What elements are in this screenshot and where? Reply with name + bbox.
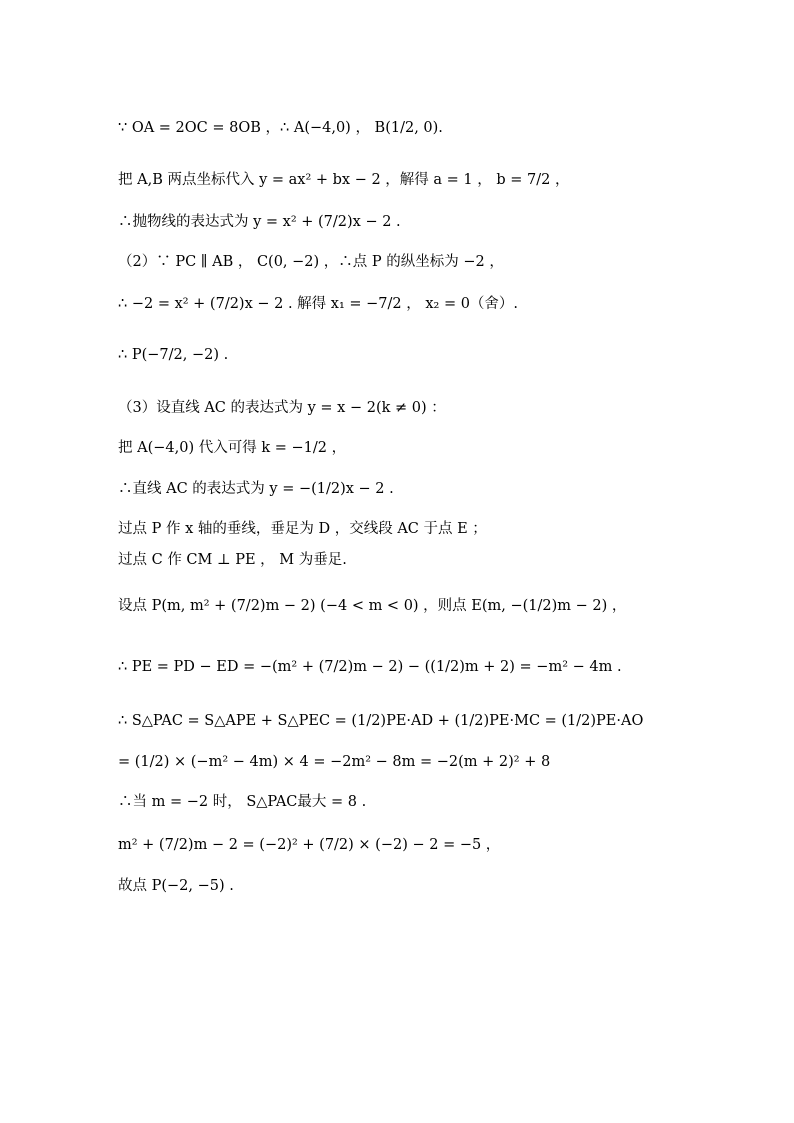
solution-line: 把 A(−4,0) 代入可得 k = −1/2 ， [118,440,347,456]
solution-line: ∴直线 AC 的表达式为 y = −(1/2)x − 2 . [118,481,394,497]
solution-line: 故点 P(−2, −5) . [118,878,234,894]
solution-line: m² + (7/2)m − 2 = (−2)² + (7/2) × (−2) − 2 = −5 ， [118,837,501,853]
solution-line: （2）∵ PC ∥ AB ， C(0, −2) ，∴点 P 的纵坐标为 −2 ， [118,254,504,270]
solution-line: ∵ OA = 2OC = 8OB ，∴ A(−4,0) ， B(1/2, 0). [118,120,443,136]
solution-line: = (1/2) × (−m² − 4m) × 4 = −2m² − 8m = −2(m + 2)² + 8 [118,754,551,770]
solution-line: ∴ PE = PD − ED = −(m² + (7/2)m − 2) − ((1/2)m + 2) = −m² − 4m . [118,659,622,675]
solution-line: 设点 P(m, m² + (7/2)m − 2) (−4 < m < 0) ，则点 E(m, −(1/2)m − 2) ， [118,598,627,614]
solution-line: 过点 P 作 x 轴的垂线，垂足为 D ，交线段 AC 于点 E ； [118,521,487,537]
solution-line: （3）设直线 AC 的表达式为 y = x − 2(k ≠ 0) ： [118,400,446,416]
solution-line: ∴当 m = −2 时， S△PAC最大 = 8 . [118,794,367,810]
solution-line: 过点 C 作 CM ⊥ PE ， M 为垂足. [118,552,347,568]
solution-line: ∴ P(−7/2, −2) . [118,347,229,363]
solution-line: ∴ S△PAC = S△APE + S△PEC = (1/2)PE·AD + (1/2)PE·MC = (1/2)PE·AO [118,713,644,729]
solution-line: ∴抛物线的表达式为 y = x² + (7/2)x − 2 . [118,214,401,230]
solution-line: 把 A,B 两点坐标代入 y = ax² + bx − 2 ，解得 a = 1 ， b = 7/2 ， [118,172,570,188]
solution-line: ∴ −2 = x² + (7/2)x − 2 . 解得 x₁ = −7/2 ， x₂ = 0（舍）. [118,296,519,312]
